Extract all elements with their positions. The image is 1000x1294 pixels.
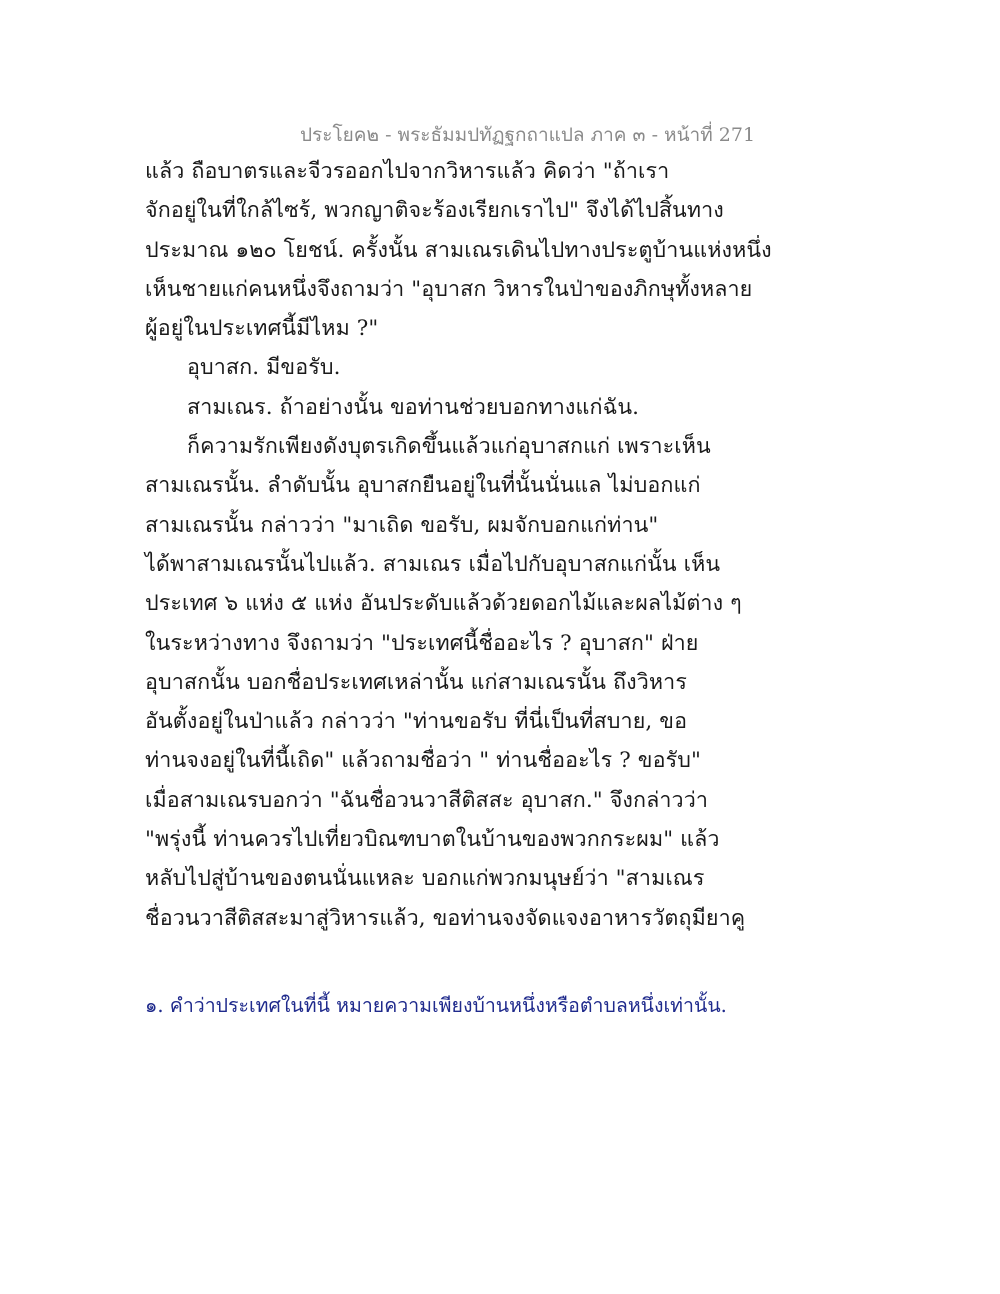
body-line: อุบาสกนั้น บอกชื่อประเทศเหล่านั้น แก่สามเณรนั้น ถึงวิหาร xyxy=(145,669,687,695)
body-line: ชื่อวนวาสีติสสะมาสู่วิหารแล้ว, ขอท่านจงจัดแจงอาหารวัตถุมียาคู xyxy=(145,905,746,931)
dialogue-line: อุบาสก. มีขอรับ. xyxy=(187,355,341,381)
paragraph-start-line: ก็ความรักเพียงดังบุตรเกิดขึ้นแล้วแก่อุบาสกแก่ เพราะเห็น xyxy=(187,434,711,460)
body-line: เห็นชายแก่คนหนึ่งจึงถามว่า "อุบาสก วิหารในป่าของภิกษุทั้งหลาย xyxy=(145,276,753,302)
body-line: อันตั้งอยู่ในป่าแล้ว กล่าวว่า "ท่านขอรับ ที่นี่เป็นที่สบาย, ขอ xyxy=(145,709,688,735)
body-line: สามเณรนั้น กล่าวว่า "มาเถิด ขอรับ, ผมจักบอกแก่ท่าน" xyxy=(145,512,659,538)
body-text xyxy=(145,152,772,938)
dialogue-line: สามเณร. ถ้าอย่างนั้น ขอท่านช่วยบอกทางแก่ฉัน. xyxy=(187,394,640,420)
running-header: ประโยค๒ - พระธัมมปทัฏฐกถาแปล ภาค ๓ - หน้าที่ 271 xyxy=(300,124,756,146)
body-line: ในระหว่างทาง จึงถามว่า "ประเทศนี้ชื่ออะไร ? อุบาสก" ฝ่าย xyxy=(145,630,699,656)
body-line: ท่านจงอยู่ในที่นี้เถิด" แล้วถามชื่อว่า " ท่านชื่ออะไร ? ขอรับ" xyxy=(145,748,701,774)
body-line: หลับไปสู่บ้านของตนนั่นแหละ บอกแก่พวกมนุษย์ว่า "สามเณร xyxy=(145,866,705,892)
body-line: "พรุ่งนี้ ท่านควรไปเที่ยวบิณฑบาตในบ้านของพวกกระผม" แล้ว xyxy=(145,827,720,853)
body-line: ผู้อยู่ในประเทศนี้มีไหม ?" xyxy=(145,316,379,342)
body-line: เมื่อสามเณรบอกว่า "ฉันชื่อวนวาสีติสสะ อุบาสก." จึงกล่าวว่า xyxy=(145,787,709,813)
footnote: ๑. คำว่าประเทศในที่นี้ หมายความเพียงบ้านหนึ่งหรือตำบลหนึ่งเท่านั้น. xyxy=(145,994,727,1017)
body-line: ประมาณ ๑๒๐ โยชน์. ครั้งนั้น สามเณรเดินไปทางประตูบ้านแห่งหนึ่ง xyxy=(145,237,772,263)
body-line: ประเทศ ๖ แห่ง ๕ แห่ง อันประดับแล้วด้วยดอกไม้และผลไม้ต่าง ๆ xyxy=(145,591,742,617)
body-line: จักอยู่ในที่ใกล้ไซร้, พวกญาติจะร้องเรียกเราไป" จึงได้ไปสิ้นทาง xyxy=(145,198,724,224)
body-line: แล้ว ถือบาตรและจีวรออกไปจากวิหารแล้ว คิดว่า "ถ้าเรา xyxy=(145,159,670,184)
body-line: ได้พาสามเณรนั้นไปแล้ว. สามเณร เมื่อไปกับอุบาสกแก่นั้น เห็น xyxy=(145,551,721,577)
body-line: สามเณรนั้น. ลำดับนั้น อุบาสกยืนอยู่ในที่นั้นนั่นแล ไม่บอกแก่ xyxy=(145,473,701,499)
